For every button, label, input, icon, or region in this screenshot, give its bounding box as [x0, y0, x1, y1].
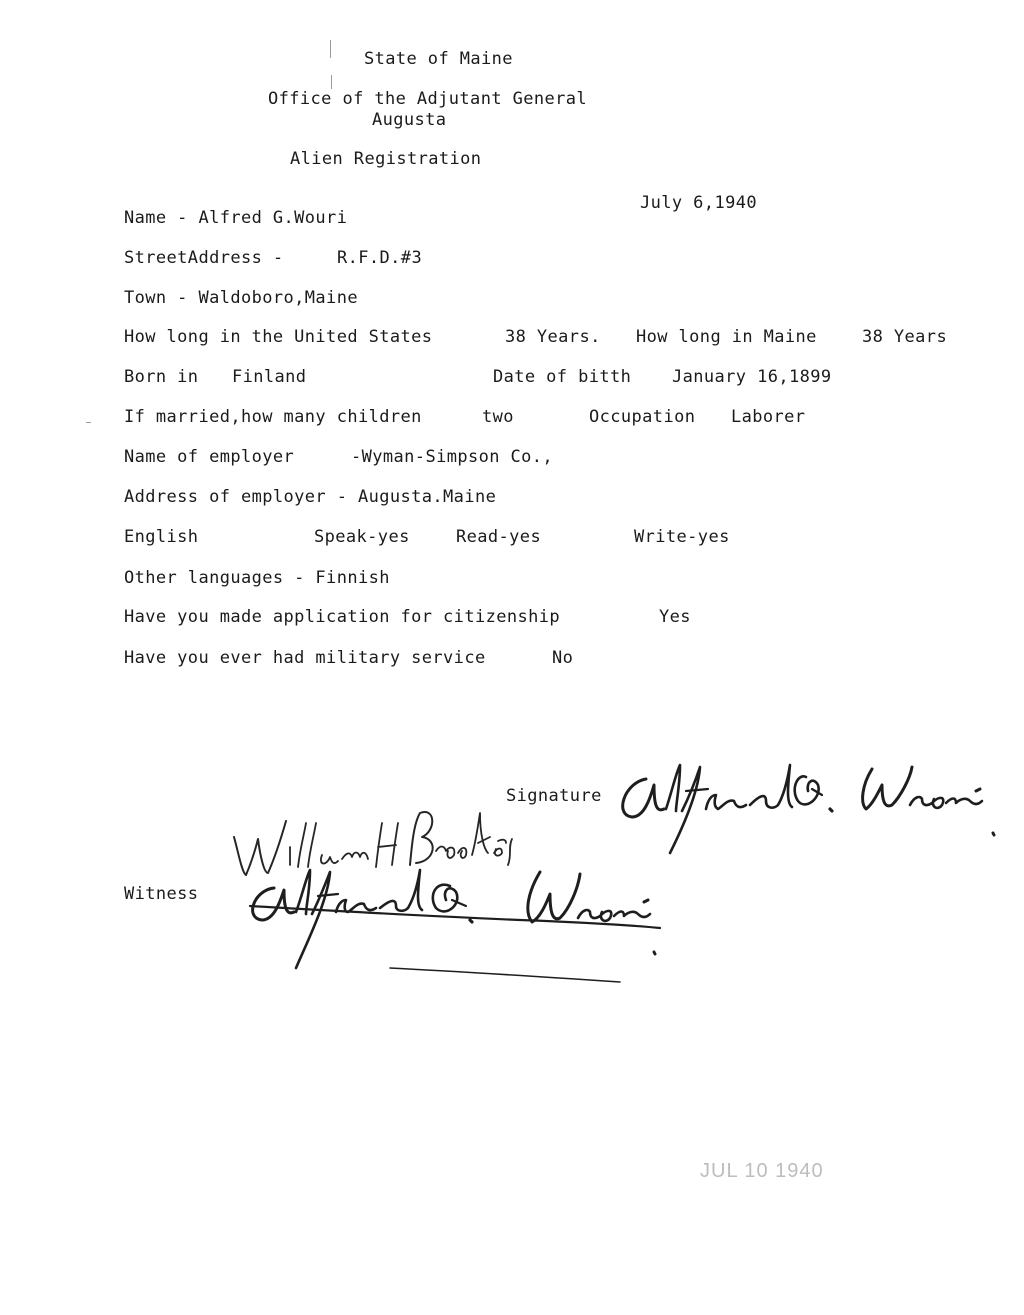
english-label: English: [124, 527, 199, 547]
citizenship-label: Have you made application for citizenship: [124, 607, 561, 627]
witness-label: Witness: [124, 884, 199, 904]
received-stamp: JUL 10 1940: [700, 1160, 824, 1182]
scan-mark: [330, 40, 331, 58]
maine-duration-label: How long in Maine: [636, 327, 817, 347]
other-languages-line: Other languages - Finnish: [124, 568, 390, 588]
street-value: R.F.D.#3: [337, 248, 423, 268]
english-write: Write-yes: [634, 527, 730, 547]
town-line: Town - Waldoboro,Maine: [124, 288, 358, 308]
scan-mark: [331, 75, 332, 89]
document-date: July 6,1940: [640, 193, 757, 213]
employer-value: -Wyman-Simpson Co.,: [351, 447, 554, 467]
form-title: Alien Registration: [290, 149, 482, 169]
employer-address-line: Address of employer - Augusta.Maine: [124, 487, 497, 507]
city-heading: Augusta: [372, 110, 447, 130]
us-duration-value: 38 Years.: [505, 327, 601, 347]
witness-struck-signature: [240, 860, 720, 990]
birthplace-label: Born in: [124, 367, 199, 387]
military-value: No: [552, 648, 574, 668]
scan-mark: [86, 422, 91, 423]
children-value: two: [482, 407, 514, 427]
dob-value: January 16,1899: [672, 367, 832, 387]
occupation-value: Laborer: [731, 407, 806, 427]
occupation-label: Occupation: [589, 407, 696, 427]
maine-duration-value: 38 Years: [862, 327, 948, 347]
employer-label: Name of employer: [124, 447, 295, 467]
english-speak: Speak-yes: [314, 527, 410, 547]
name-line: Name - Alfred G.Wouri: [124, 208, 348, 228]
citizenship-value: Yes: [659, 607, 691, 627]
office-heading: Office of the Adjutant General: [268, 89, 588, 109]
applicant-signature: [610, 755, 1010, 875]
signature-label: Signature: [506, 786, 602, 806]
english-read: Read-yes: [456, 527, 542, 547]
dob-label: Date of bitth: [493, 367, 632, 387]
us-duration-label: How long in the United States: [124, 327, 433, 347]
military-label: Have you ever had military service: [124, 648, 486, 668]
state-heading: State of Maine: [364, 49, 513, 69]
street-label: StreetAddress -: [124, 248, 284, 268]
birthplace-value: Finland: [232, 367, 307, 387]
children-label: If married,how many children: [124, 407, 422, 427]
